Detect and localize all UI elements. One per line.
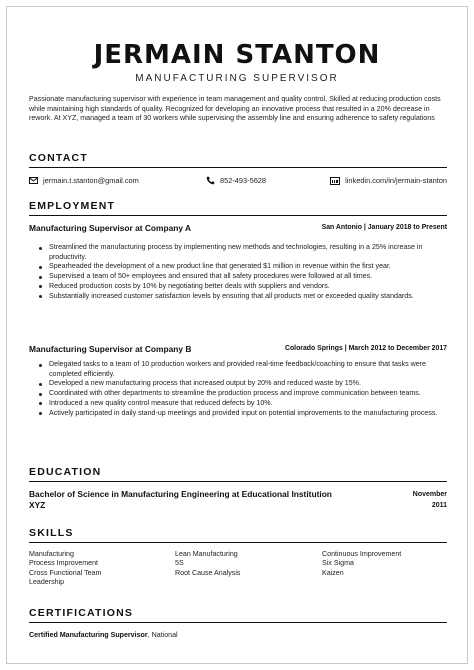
job-header — [29, 344, 447, 356]
list-item: Substantially increased customer satisfaction levels by ensuring that all products met or exceeded quality standards. — [39, 292, 441, 302]
job-title: Manufacturing Supervisor at Company A — [29, 223, 192, 233]
skill-item: Leadership — [29, 578, 65, 587]
skills-column — [322, 550, 401, 578]
list-item: Reduced production costs by 10% by negotiating better deals with suppliers and vendors. — [39, 282, 441, 292]
candidate-name: JERMAIN STANTON — [93, 40, 381, 70]
certification-issuer: , National — [147, 631, 178, 639]
job-location: Colorado Springs — [284, 345, 343, 352]
list-item: Coordinated with other departments to streamline the production process and improve communication between teams. — [39, 389, 441, 399]
contact-email[interactable] — [29, 176, 139, 185]
contact-heading: CONTACT — [29, 152, 447, 168]
candidate-title: MANUFACTURING SUPERVISOR — [135, 73, 339, 84]
skill-item: Root Cause Analysis — [175, 568, 241, 577]
contact-row — [29, 176, 447, 188]
job-location: San Antonio — [321, 224, 362, 231]
job-header — [29, 223, 447, 235]
skill-item: Continuous Improvement — [322, 550, 402, 558]
skill-item: Lean Manufacturing — [175, 550, 238, 558]
skill-item: Manufacturing — [29, 550, 74, 558]
certification-item — [29, 631, 178, 639]
skill-item: Six Sigma — [322, 559, 354, 568]
skills-column — [175, 550, 240, 578]
job-dates: January 2018 to Present — [367, 224, 447, 231]
skill-item: 5S — [175, 559, 184, 568]
job-meta: San Antonio | January 2018 to Present — [321, 224, 447, 231]
education-heading: EDUCATION — [29, 466, 447, 482]
linkedin-icon — [330, 177, 340, 185]
list-item: Delegated tasks to a team of 10 production workers and provided real-time feedback/coaching to ensure that tasks were completed efficiently. — [39, 360, 441, 379]
linkedin-text: linkedin.com/in/jermain-stanton — [345, 176, 447, 185]
skills-heading: SKILLS — [29, 527, 447, 543]
certification-name: Certified Manufacturing Supervisor — [29, 631, 148, 639]
job-meta: Colorado Springs | March 2012 to December 2017 — [284, 345, 447, 352]
email-text: jermain.t.stanton@gmail.com — [43, 176, 139, 185]
job-title: Manufacturing Supervisor at Company B — [29, 344, 192, 354]
phone-icon — [206, 176, 215, 185]
resume-page — [6, 6, 468, 664]
skill-item: Process Improvement — [29, 559, 98, 568]
education-degree: Bachelor of Science in Manufacturing Engineering at Educational Institution XYZ — [29, 489, 332, 510]
skill-item: Cross Functional Team — [29, 568, 102, 577]
certifications-heading: CERTIFICATIONS — [29, 607, 447, 623]
list-item: Actively participated in daily stand-up meetings and provided input on potential improvements to the manufacturing process. — [39, 409, 441, 419]
education-month: November — [412, 491, 447, 498]
job-dates: March 2012 to December 2017 — [348, 345, 447, 352]
phone-text: 852-493-5628 — [220, 176, 267, 185]
list-item: Introduced a new quality control measure that reduced defects by 10%. — [39, 399, 441, 409]
list-item: Developed a new manufacturing process that increased output by 20% and reduced waste by 15%. — [39, 379, 441, 389]
contact-phone[interactable] — [206, 176, 266, 185]
list-item: Spearheaded the development of a new product line that generated $1 million in revenue within the first year. — [39, 262, 441, 272]
job-bullets — [39, 243, 441, 301]
employment-heading: EMPLOYMENT — [29, 200, 447, 216]
job-bullets — [39, 360, 441, 418]
education-year: 2011 — [431, 502, 447, 509]
skills-column — [29, 550, 101, 588]
contact-linkedin[interactable] — [330, 176, 447, 185]
summary-paragraph: Passionate manufacturing supervisor with experience in team management and quality control. Skilled at reducing production costs while maintaining high standards of quality. Recognized for developing an innovative process that resulted in a 20% decrease in rework. At XYZ, managed a team of 30 workers while supervising the assembly line and ensuring adherence to safety regulations — [29, 95, 441, 123]
list-item: Streamlined the manufacturing process by implementing new methods and technologies, resulting in a 25% increase in productivity. — [39, 243, 441, 262]
skill-item: Kaizen — [322, 568, 344, 577]
education-date — [413, 489, 447, 511]
envelope-icon — [29, 177, 38, 184]
list-item: Supervised a team of 50+ employees and ensured that all safety procedures were followed at all times. — [39, 272, 441, 282]
